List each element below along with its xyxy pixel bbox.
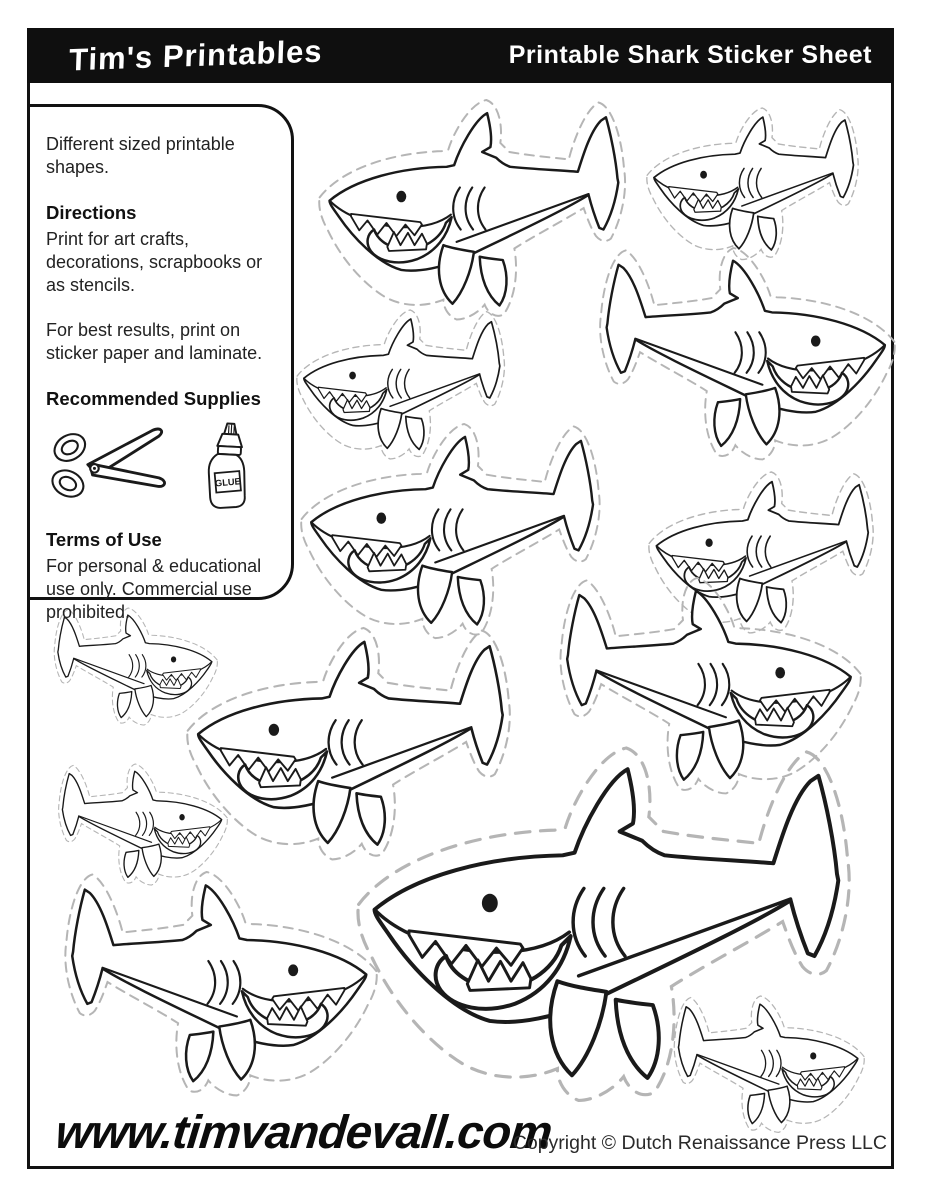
scissors-icon [48,425,176,507]
terms-heading: Terms of Use [46,529,162,550]
info-panel [27,104,294,622]
header-bar [27,28,894,83]
shark-sticker-7 [54,608,217,725]
supplies-heading: Recommended Supplies [46,388,261,409]
brand-logo: Tim's Printables [68,33,324,77]
shark-sticker-11 [65,872,376,1095]
website-url: www.timvandevall.com [53,1105,555,1158]
tip-text: For best results, print on sticker paper and laminate. [46,320,263,363]
copyright-text: Copyright © Dutch Renaissance Press LLC [512,1132,887,1154]
shark-sticker-4 [600,248,895,459]
shark-sticker-8 [187,628,510,859]
shark-sticker-13 [674,996,864,1132]
shark-sticker-5 [301,424,599,638]
glue-bottle-icon [202,421,257,511]
intro-text: Different sized printable shapes. [46,134,235,177]
directions-text: Print for art crafts, decorations, scrapbooks or as stencils. [46,229,263,295]
page-title: Printable Shark Sticker Sheet [508,41,872,69]
shark-sticker-2 [647,108,858,260]
shark-sticker-1 [319,100,625,319]
shark-sticker-3 [297,310,505,459]
glue-label: GLUE [214,476,242,489]
shark-sticker-10 [59,764,228,885]
directions-heading: Directions [46,202,137,223]
terms-text: For personal & educational use only. Commercial use prohibited. [46,556,262,622]
supplies-icons [48,420,275,512]
